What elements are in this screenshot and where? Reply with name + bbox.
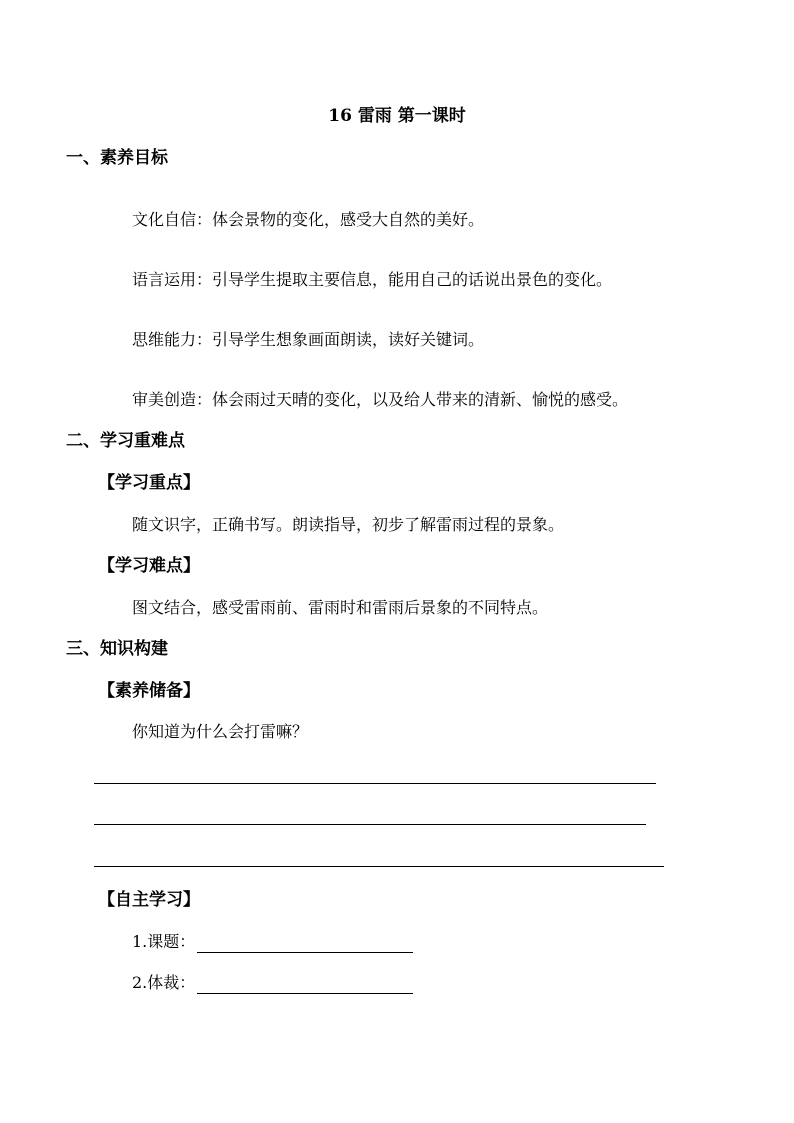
- answer-line-3[interactable]: [94, 866, 664, 867]
- goal-item-culture: 文化自信：体会景物的变化，感受大自然的美好。: [132, 210, 485, 229]
- field-genre-label: 2.体裁：: [132, 973, 196, 992]
- goal-item-thinking: 思维能力：引导学生想象画面朗读，读好关键词。: [132, 330, 485, 349]
- field-topic: [132, 930, 413, 954]
- page-title: 16 雷雨 第一课时: [328, 106, 466, 126]
- answer-line-1[interactable]: [94, 783, 656, 784]
- reserve-label: 【素养储备】: [98, 681, 200, 701]
- field-genre: [132, 971, 413, 995]
- focus-text: 随文识字，正确书写。朗读指导，初步了解雷雨过程的景象。: [132, 515, 565, 534]
- section-heading-key-points: 二、学习重难点: [66, 431, 185, 451]
- goal-item-aesthetic: 审美创造：体会雨过天晴的变化，以及给人带来的清新、愉悦的感受。: [132, 390, 629, 409]
- field-genre-blank[interactable]: [197, 993, 413, 994]
- field-topic-blank[interactable]: [197, 952, 413, 953]
- difficulty-text: 图文结合，感受雷雨前、雷雨时和雷雨后景象的不同特点。: [132, 598, 549, 617]
- answer-line-2[interactable]: [94, 824, 646, 825]
- focus-label: 【学习重点】: [98, 473, 200, 493]
- goal-item-language: 语言运用：引导学生提取主要信息，能用自己的话说出景色的变化。: [132, 270, 613, 289]
- section-heading-knowledge: 三、知识构建: [66, 639, 168, 659]
- question-text: 你知道为什么会打雷嘛？: [132, 722, 309, 741]
- field-topic-label: 1.课题：: [132, 932, 196, 951]
- difficulty-label: 【学习难点】: [98, 556, 200, 576]
- section-heading-goals: 一、素养目标: [66, 148, 168, 168]
- self-study-label: 【自主学习】: [98, 890, 200, 910]
